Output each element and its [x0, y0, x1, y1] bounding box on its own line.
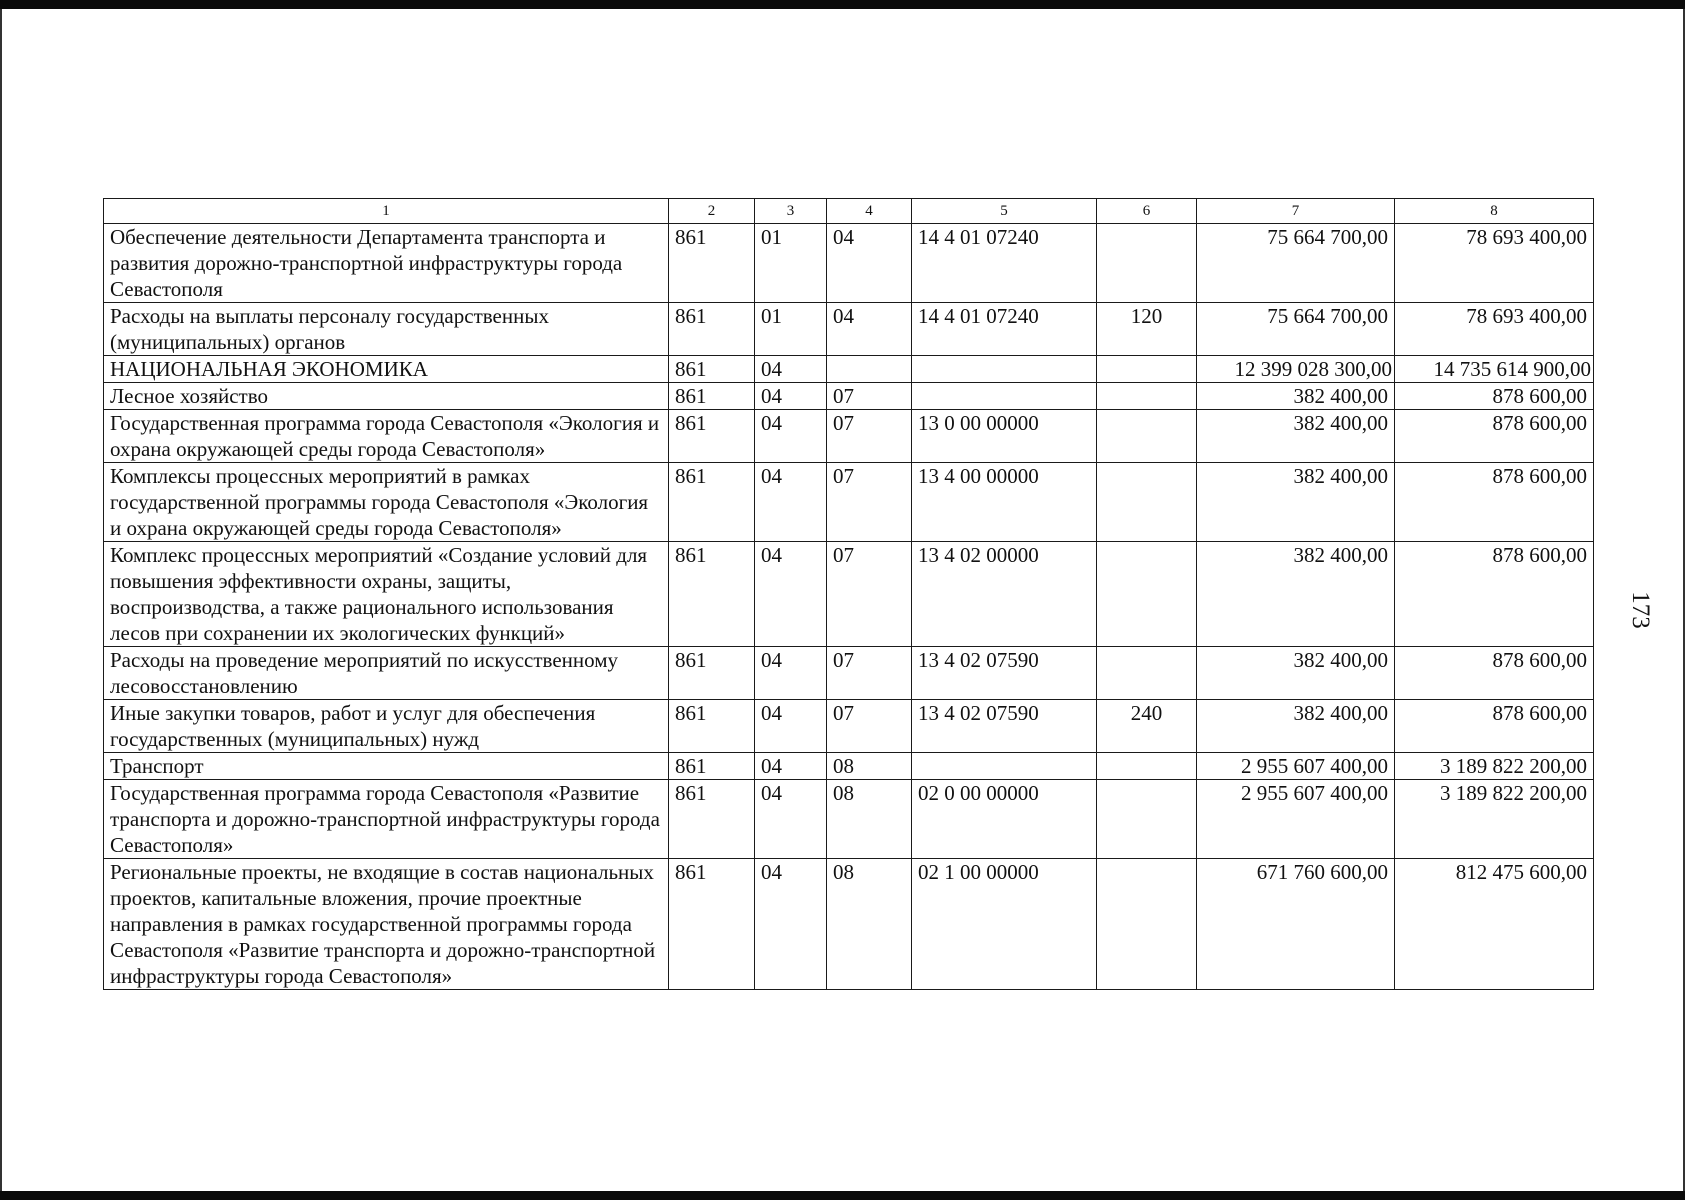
cell-amount-1: 382 400,00 — [1197, 542, 1395, 647]
table-row — [104, 356, 1594, 383]
table-row — [104, 647, 1594, 700]
cell-amount-1: 2 955 607 400,00 — [1197, 753, 1395, 780]
table-row — [104, 780, 1594, 859]
table-row — [104, 410, 1594, 463]
cell-target-article: 13 4 02 07590 — [912, 700, 1097, 753]
table-row — [104, 224, 1594, 303]
cell-amount-1: 75 664 700,00 — [1197, 303, 1395, 356]
scan-border-bottom — [0, 1191, 1685, 1200]
table-row — [104, 753, 1594, 780]
cell-expense-type — [1097, 753, 1197, 780]
cell-section: 04 — [755, 542, 827, 647]
cell-amount-2: 78 693 400,00 — [1395, 224, 1594, 303]
cell-subsection: 07 — [827, 700, 912, 753]
cell-amount-1: 382 400,00 — [1197, 383, 1395, 410]
cell-target-article: 02 0 00 00000 — [912, 780, 1097, 859]
budget-table — [103, 198, 1594, 990]
cell-target-article: 13 4 02 00000 — [912, 542, 1097, 647]
cell-target-article: 13 4 02 07590 — [912, 647, 1097, 700]
cell-name: Транспорт — [104, 753, 669, 780]
cell-name: Региональные проекты, не входящие в состав национальных проектов, капитальные вложения, прочие проектные направления в рамках государственной программы города Севастополя «Развитие транспорта и дорожно-транспортной инфраструктуры города Севастополя» — [104, 859, 669, 990]
cell-subsection: 07 — [827, 647, 912, 700]
cell-name: Расходы на выплаты персоналу государственных (муниципальных) органов — [104, 303, 669, 356]
cell-amount-1: 382 400,00 — [1197, 647, 1395, 700]
cell-grbs: 861 — [669, 700, 755, 753]
cell-amount-2: 14 735 614 900,00 — [1395, 356, 1594, 383]
cell-grbs: 861 — [669, 383, 755, 410]
column-header: 8 — [1395, 199, 1594, 224]
column-header: 1 — [104, 199, 669, 224]
cell-subsection: 07 — [827, 542, 912, 647]
cell-expense-type: 240 — [1097, 700, 1197, 753]
cell-target-article — [912, 753, 1097, 780]
column-header: 6 — [1097, 199, 1197, 224]
column-header: 7 — [1197, 199, 1395, 224]
cell-expense-type — [1097, 410, 1197, 463]
column-header: 2 — [669, 199, 755, 224]
cell-amount-2: 3 189 822 200,00 — [1395, 780, 1594, 859]
cell-expense-type — [1097, 647, 1197, 700]
table-row — [104, 383, 1594, 410]
header-row — [104, 199, 1594, 224]
cell-target-article: 14 4 01 07240 — [912, 224, 1097, 303]
cell-amount-2: 878 600,00 — [1395, 463, 1594, 542]
cell-target-article: 13 4 00 00000 — [912, 463, 1097, 542]
cell-amount-1: 382 400,00 — [1197, 463, 1395, 542]
cell-section: 04 — [755, 780, 827, 859]
page-number: 173 — [1627, 591, 1654, 629]
cell-name: Обеспечение деятельности Департамента транспорта и развития дорожно-транспортной инфраструктуры города Севастополя — [104, 224, 669, 303]
cell-amount-1: 75 664 700,00 — [1197, 224, 1395, 303]
cell-section: 01 — [755, 224, 827, 303]
cell-grbs: 861 — [669, 224, 755, 303]
cell-target-article: 13 0 00 00000 — [912, 410, 1097, 463]
cell-subsection: 07 — [827, 383, 912, 410]
cell-subsection: 08 — [827, 859, 912, 990]
cell-section: 04 — [755, 859, 827, 990]
table-row — [104, 700, 1594, 753]
cell-expense-type — [1097, 859, 1197, 990]
cell-amount-2: 878 600,00 — [1395, 647, 1594, 700]
cell-expense-type — [1097, 542, 1197, 647]
cell-grbs: 861 — [669, 859, 755, 990]
cell-grbs: 861 — [669, 542, 755, 647]
column-header: 5 — [912, 199, 1097, 224]
cell-name: Лесное хозяйство — [104, 383, 669, 410]
cell-amount-2: 878 600,00 — [1395, 410, 1594, 463]
cell-subsection: 07 — [827, 410, 912, 463]
cell-amount-2: 878 600,00 — [1395, 542, 1594, 647]
cell-expense-type — [1097, 463, 1197, 542]
cell-name: НАЦИОНАЛЬНАЯ ЭКОНОМИКА — [104, 356, 669, 383]
cell-expense-type — [1097, 356, 1197, 383]
cell-amount-1: 671 760 600,00 — [1197, 859, 1395, 990]
cell-target-article — [912, 356, 1097, 383]
column-header: 3 — [755, 199, 827, 224]
cell-grbs: 861 — [669, 780, 755, 859]
table-row — [104, 542, 1594, 647]
cell-section: 04 — [755, 753, 827, 780]
cell-amount-2: 878 600,00 — [1395, 383, 1594, 410]
cell-expense-type — [1097, 383, 1197, 410]
cell-section: 04 — [755, 463, 827, 542]
cell-amount-1: 12 399 028 300,00 — [1197, 356, 1395, 383]
cell-section: 04 — [755, 647, 827, 700]
cell-subsection: 08 — [827, 753, 912, 780]
cell-grbs: 861 — [669, 463, 755, 542]
cell-name: Комплексы процессных мероприятий в рамках государственной программы города Севастополя «Экология и охрана окружающей среды города Севастополя» — [104, 463, 669, 542]
table-row — [104, 463, 1594, 542]
cell-section: 04 — [755, 383, 827, 410]
cell-amount-1: 382 400,00 — [1197, 410, 1395, 463]
cell-grbs: 861 — [669, 753, 755, 780]
cell-section: 01 — [755, 303, 827, 356]
cell-target-article: 02 1 00 00000 — [912, 859, 1097, 990]
cell-subsection: 08 — [827, 780, 912, 859]
cell-expense-type — [1097, 224, 1197, 303]
scan-border-top — [0, 0, 1685, 9]
cell-subsection: 07 — [827, 463, 912, 542]
cell-name: Государственная программа города Севастополя «Экология и охрана окружающей среды города Севастополя» — [104, 410, 669, 463]
cell-grbs: 861 — [669, 303, 755, 356]
cell-section: 04 — [755, 700, 827, 753]
cell-amount-2: 878 600,00 — [1395, 700, 1594, 753]
cell-name: Расходы на проведение мероприятий по искусственному лесовосстановлению — [104, 647, 669, 700]
table-row — [104, 859, 1594, 990]
table-row — [104, 303, 1594, 356]
cell-name: Иные закупки товаров, работ и услуг для обеспечения государственных (муниципальных) нужд — [104, 700, 669, 753]
cell-grbs: 861 — [669, 410, 755, 463]
cell-amount-2: 78 693 400,00 — [1395, 303, 1594, 356]
cell-amount-2: 3 189 822 200,00 — [1395, 753, 1594, 780]
cell-expense-type: 120 — [1097, 303, 1197, 356]
cell-grbs: 861 — [669, 356, 755, 383]
cell-target-article: 14 4 01 07240 — [912, 303, 1097, 356]
cell-subsection — [827, 356, 912, 383]
cell-name: Государственная программа города Севастополя «Развитие транспорта и дорожно-транспортной инфраструктуры города Севастополя» — [104, 780, 669, 859]
cell-name: Комплекс процессных мероприятий «Создание условий для повышения эффективности охраны, защиты, воспроизводства, а также рационального использования лесов при сохранении их экологических функций» — [104, 542, 669, 647]
cell-amount-1: 382 400,00 — [1197, 700, 1395, 753]
column-header: 4 — [827, 199, 912, 224]
cell-amount-1: 2 955 607 400,00 — [1197, 780, 1395, 859]
scan-border-left — [0, 9, 2, 1191]
cell-subsection: 04 — [827, 303, 912, 356]
cell-section: 04 — [755, 410, 827, 463]
cell-grbs: 861 — [669, 647, 755, 700]
cell-subsection: 04 — [827, 224, 912, 303]
cell-section: 04 — [755, 356, 827, 383]
cell-target-article — [912, 383, 1097, 410]
cell-amount-2: 812 475 600,00 — [1395, 859, 1594, 990]
cell-expense-type — [1097, 780, 1197, 859]
